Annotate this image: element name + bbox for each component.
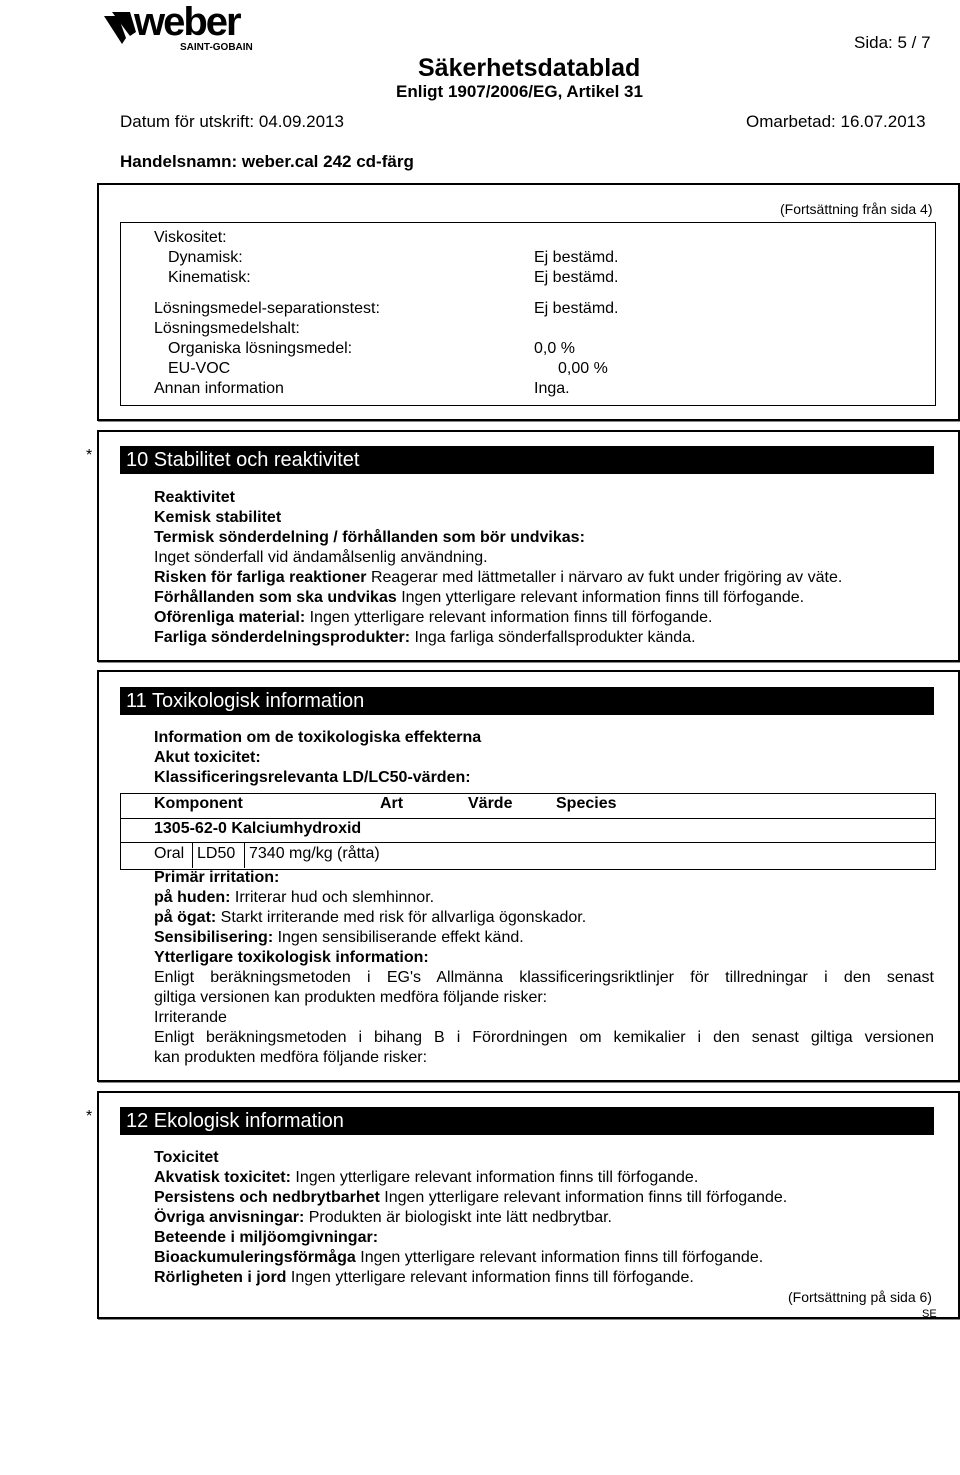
table-col-divider — [192, 842, 193, 868]
table-cell-route: Oral — [154, 845, 185, 862]
further-tox-label: Ytterligare toxikologisk information: — [154, 949, 429, 966]
acute-toxicity-label: Akut toxicitet: — [154, 749, 261, 766]
thermal-decomposition-label: Termisk sönderdelning / förhållanden som bör undvikas: — [154, 529, 585, 546]
reactivity-label: Reaktivitet — [154, 489, 235, 506]
table-header-art: Art — [380, 795, 404, 812]
method-paragraph-line3: Irriterande — [154, 1009, 227, 1026]
solvent-separation-value: Ej bestämd. — [534, 300, 619, 317]
conditions-avoid-text: Ingen ytterligare relevant information finns till förfogande. — [396, 589, 805, 606]
section12-change-marker: * — [86, 1108, 93, 1125]
persistence-text: Ingen ytterligare relevant information finns till förfogande. — [379, 1189, 788, 1206]
euvoc-label: EU-VOC — [168, 360, 231, 377]
solvent-separation-label: Lösningsmedel-separationstest: — [154, 300, 380, 317]
soil-mobility-line — [154, 1269, 694, 1287]
sensitisation-line — [154, 929, 524, 947]
persistence-label: Persistens och nedbrytbarhet — [154, 1189, 380, 1206]
other-notes-label: Övriga anvisningar: — [154, 1209, 305, 1226]
bioaccumulation-label: Bioackumuleringsförmåga — [154, 1249, 356, 1266]
sensitisation-text: Ingen sensibiliserande effekt känd. — [273, 929, 524, 946]
logo-wordmark: weber — [134, 0, 240, 44]
table-cell-type: LD50 — [197, 845, 236, 862]
print-date: Datum för utskrift: 04.09.2013 — [120, 112, 344, 131]
continued-on-note: (Fortsättning på sida 6) — [788, 1289, 932, 1305]
aquatic-label: Akvatisk toxicitet: — [154, 1169, 291, 1186]
toxicity-label: Toxicitet — [154, 1149, 219, 1166]
section10-change-marker: * — [86, 447, 93, 464]
trade-name: Handelsnamn: weber.cal 242 cd-färg — [120, 152, 414, 171]
logo-subtext: SAINT-GOBAIN — [180, 42, 253, 53]
organic-solvent-label: Organiska lösningsmedel: — [168, 340, 353, 357]
soil-mobility-text: Ingen ytterligare relevant information finns till förfogande. — [286, 1269, 694, 1286]
bioaccumulation-line — [154, 1249, 763, 1267]
revised-date: Omarbetad: 16.07.2013 — [746, 112, 926, 131]
method-paragraph-line1: Enligt beräkningsmetoden i EG's Allmänna klassificeringsriktlinjer för tillredningar i den senast — [154, 969, 934, 986]
other-notes-line — [154, 1209, 612, 1227]
table-col-divider — [244, 842, 245, 868]
weber-logo — [100, 0, 255, 53]
skin-line — [154, 889, 434, 907]
persistence-line — [154, 1189, 787, 1207]
method-paragraph-line2: giltiga versionen kan produkten medföra följande risker: — [154, 989, 548, 1006]
viscosity-label: Viskositet: — [154, 229, 227, 246]
incompatible-materials-label: Oförenliga material: — [154, 609, 306, 626]
solvent-content-label: Lösningsmedelshalt: — [154, 320, 300, 337]
continued-from-note: (Fortsättning från sida 4) — [780, 201, 933, 217]
table-cell-value: 7340 mg/kg (råtta) — [249, 845, 380, 862]
skin-label: på huden: — [154, 889, 231, 906]
aquatic-line — [154, 1169, 698, 1187]
table-header-component: Komponent — [154, 795, 243, 812]
other-info-value: Inga. — [534, 380, 570, 397]
incompatible-materials-line — [154, 609, 713, 627]
eye-label: på ögat: — [154, 909, 217, 926]
language-code: SE — [922, 1308, 937, 1320]
hazardous-reactions-label: Risken för farliga reaktioner — [154, 569, 367, 586]
annex-paragraph-line2: kan produkten medföra följande risker: — [154, 1049, 428, 1066]
decomposition-products-text: Inga farliga sönderfallsprodukter kända. — [410, 629, 696, 646]
eye-line — [154, 909, 586, 927]
soil-mobility-label: Rörligheten i jord — [154, 1269, 287, 1286]
primary-irritation-label: Primär irritation: — [154, 869, 280, 886]
table-row-divider — [120, 842, 935, 843]
page-number: Sida: 5 / 7 — [854, 33, 931, 52]
decomposition-products-line — [154, 629, 696, 647]
hazardous-reactions-line — [154, 569, 842, 587]
section10-heading: 10 Stabilitet och reaktivitet — [120, 446, 934, 474]
toxicological-effects-label: Information om de toxikologiska effekterna — [154, 729, 482, 746]
table-component-name: 1305-62-0 Kalciumhydroxid — [154, 820, 362, 837]
chemical-stability-label: Kemisk stabilitet — [154, 509, 282, 526]
organic-solvent-value: 0,0 % — [534, 340, 575, 357]
incompatible-materials-text: Ingen ytterligare relevant information finns till förfogande. — [305, 609, 713, 626]
conditions-avoid-line — [154, 589, 804, 607]
dynamic-value: Ej bestämd. — [534, 249, 619, 266]
other-notes-text: Produkten är biologiskt inte lätt nedbrytbar. — [304, 1209, 612, 1226]
annex-paragraph-line1: Enligt beräkningsmetoden i bihang B i Förordningen om kemikalier i den senast giltiga versionen — [154, 1029, 934, 1046]
other-info-label: Annan information — [154, 380, 284, 397]
table-header-species: Species — [556, 795, 617, 812]
dynamic-label: Dynamisk: — [168, 249, 243, 266]
section12-heading: 12 Ekologisk information — [120, 1107, 934, 1135]
table-header-value: Värde — [468, 795, 513, 812]
sensitisation-label: Sensibilisering: — [154, 929, 274, 946]
ld-lc50-label: Klassificeringsrelevanta LD/LC50-värden: — [154, 769, 471, 786]
bioaccumulation-text: Ingen ytterligare relevant information finns till förfogande. — [355, 1249, 764, 1266]
decomposition-products-label: Farliga sönderdelningsprodukter: — [154, 629, 411, 646]
document-title: Säkerhetsdatablad — [418, 54, 641, 82]
thermal-decomposition-text: Inget sönderfall vid ändamålsenlig användning. — [154, 549, 488, 566]
euvoc-value: 0,00 % — [558, 360, 608, 377]
kinematic-value: Ej bestämd. — [534, 269, 619, 286]
hazardous-reactions-text: Reagerar med lättmetaller i närvaro av fukt under frigöring av väte. — [366, 569, 843, 586]
eye-text: Starkt irriterande med risk för allvarliga ögonskador. — [216, 909, 587, 926]
aquatic-text: Ingen ytterligare relevant information finns till förfogande. — [290, 1169, 699, 1186]
environment-behaviour-label: Beteende i miljöomgivningar: — [154, 1229, 379, 1246]
section11-heading: 11 Toxikologisk information — [120, 687, 934, 715]
kinematic-label: Kinematisk: — [168, 269, 251, 286]
skin-text: Irriterar hud och slemhinnor. — [230, 889, 435, 906]
document-subtitle: Enligt 1907/2006/EG, Artikel 31 — [396, 82, 643, 101]
table-header-divider — [120, 818, 935, 819]
conditions-avoid-label: Förhållanden som ska undvikas — [154, 589, 397, 606]
